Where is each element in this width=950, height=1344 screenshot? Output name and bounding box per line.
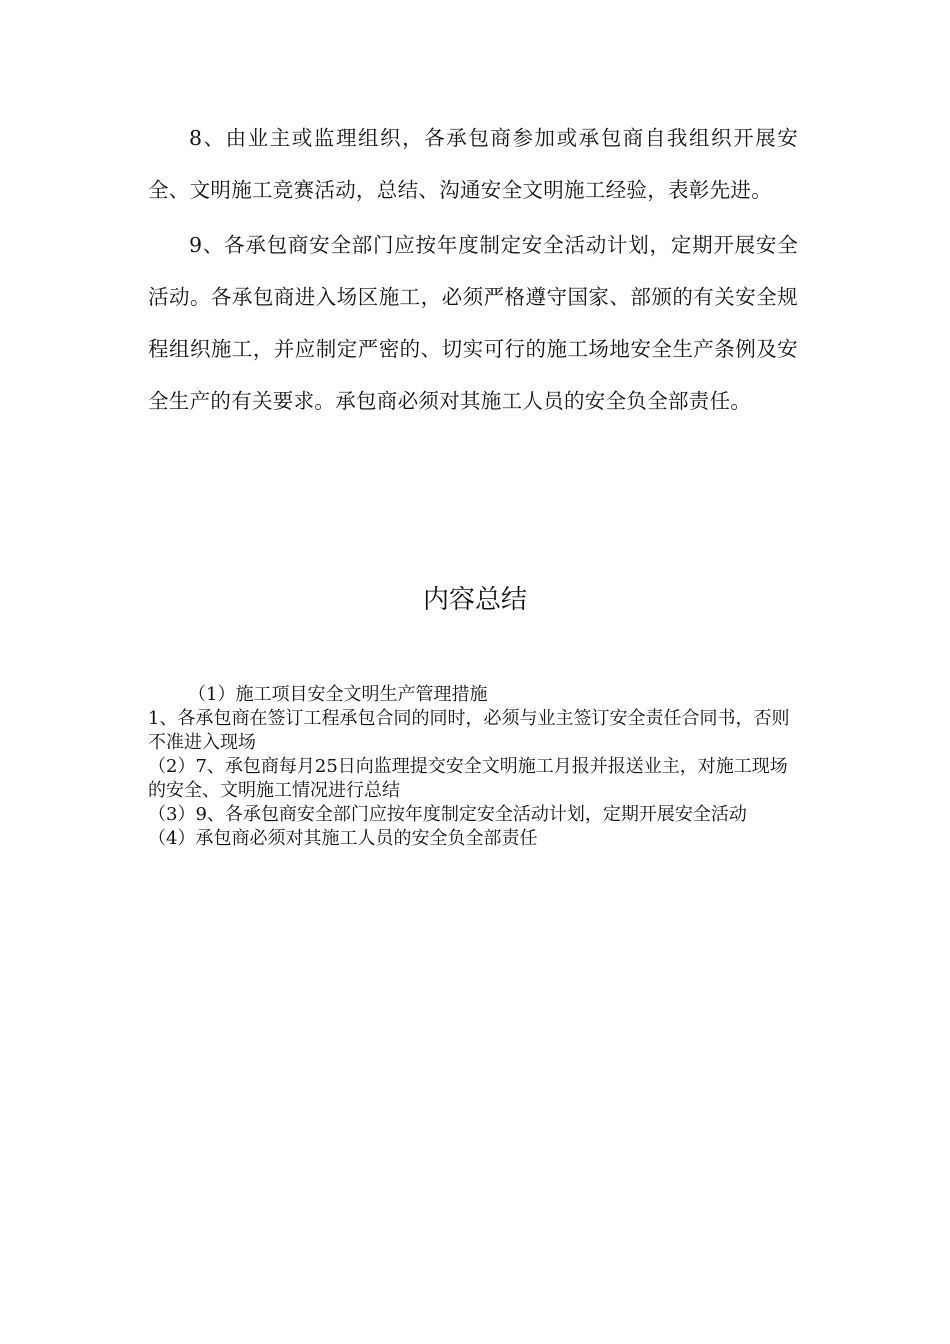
summary-item-4: （3）9、各承包商安全部门应按年度制定安全活动计划，定期开展安全活动 [148, 804, 747, 825]
summary-title: 内容总结 [422, 585, 527, 615]
document-body [148, 112, 798, 430]
summary-item-5: （4）承包商必须对其施工人员的安全负全部责任 [148, 828, 538, 849]
paragraph-9: 9、各承包商安全部门应按年度制定安全活动计划，定期开展安全活动。各承包商进入场区施工，必须严格遵守国家、部颁的有关安全规程组织施工，并应制定严密的、切实可行的施工场地安全生产条例及安全生产的有关要求。承包商必须对其施工人员的安全负全部责任。 [148, 233, 798, 413]
summary-item-2: 1、各承包商在签订工程承包合同的同时，必须与业主签订安全责任合同书，否则不准进入现场 [148, 708, 790, 753]
summary-item-3: （2）7、承包商每月25日向监理提交安全文明施工月报并报送业主，对施工现场的安全、文明施工情况进行总结 [148, 756, 788, 801]
summary-list [148, 683, 803, 851]
paragraph-8: 8、由业主或监理组织，各承包商参加或承包商自我组织开展安全、文明施工竞赛活动，总结、沟通安全文明施工经验，表彰先进。 [148, 126, 798, 202]
summary-item-1: （1）施工项目安全文明生产管理措施 [188, 684, 488, 705]
